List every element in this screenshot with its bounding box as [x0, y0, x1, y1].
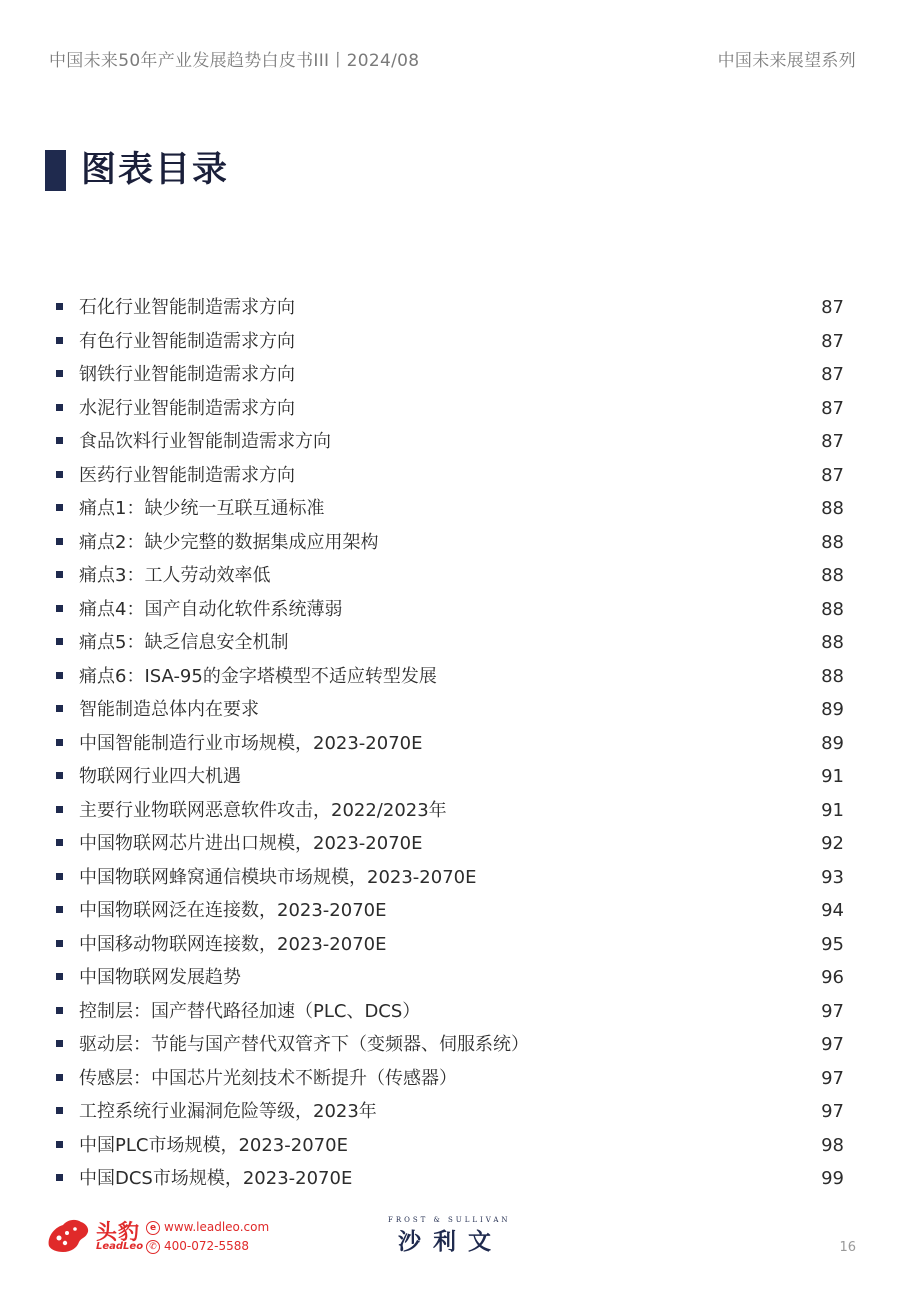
toc-item-label: 传感层：中国芯片光刻技术不断提升（传感器）	[79, 1067, 457, 1089]
toc-item-label: 痛点2：缺少完整的数据集成应用架构	[79, 531, 379, 553]
bullet-square-icon	[56, 1141, 63, 1148]
toc-item-page: 95	[821, 933, 844, 955]
toc-item[interactable]	[54, 727, 847, 761]
toc-item[interactable]	[54, 559, 847, 593]
toc-item-label: 中国DCS市场规模，2023-2070E	[79, 1168, 353, 1189]
page-title: 图表目录	[81, 150, 230, 190]
bullet-square-icon	[56, 538, 63, 545]
bullet-square-icon	[56, 571, 63, 578]
toc-item[interactable]	[54, 1162, 847, 1196]
bullet-square-icon	[56, 1007, 63, 1014]
bullet-square-icon	[56, 1040, 63, 1047]
bullet-square-icon	[56, 839, 63, 846]
toc-item-page: 99	[821, 1168, 844, 1189]
toc-item-label: 有色行业智能制造需求方向	[79, 330, 295, 352]
toc-item[interactable]	[54, 626, 847, 660]
toc-item-page: 88	[821, 565, 844, 586]
toc-item[interactable]	[54, 291, 847, 325]
toc-item-label: 中国智能制造行业市场规模，2023-2070E	[79, 732, 423, 754]
toc-item-label: 控制层：国产替代路径加速（PLC、DCS）	[79, 1000, 421, 1022]
bullet-square-icon	[56, 370, 63, 377]
bullet-square-icon	[56, 337, 63, 344]
toc-item-label: 驱动层：节能与国产替代双管齐下（变频器、伺服系统）	[79, 1034, 529, 1055]
toc-item[interactable]	[54, 459, 847, 493]
bullet-square-icon	[56, 906, 63, 913]
toc-item[interactable]	[54, 1028, 847, 1062]
bullet-square-icon	[56, 1107, 63, 1114]
leadleo-leopard-icon	[45, 1216, 91, 1256]
toc-item-label: 工控系统行业漏洞危险等级，2023年	[79, 1101, 377, 1122]
bullet-square-icon	[56, 705, 63, 712]
table-of-figures	[54, 291, 847, 1196]
toc-item-page: 87	[821, 397, 844, 419]
toc-item-label: 中国物联网蜂窝通信模块市场规模，2023-2070E	[79, 866, 477, 888]
bullet-square-icon	[56, 672, 63, 679]
toc-item-page: 88	[821, 665, 844, 687]
toc-item-label: 水泥行业智能制造需求方向	[79, 397, 295, 419]
toc-item-label: 物联网行业四大机遇	[79, 766, 241, 787]
toc-item[interactable]	[54, 660, 847, 694]
bullet-square-icon	[56, 605, 63, 612]
bullet-square-icon	[56, 638, 63, 645]
phone-number: 400-072-5588	[164, 1239, 250, 1253]
toc-item-page: 92	[821, 833, 844, 854]
toc-item[interactable]	[54, 827, 847, 861]
bullet-square-icon	[56, 471, 63, 478]
bullet-square-icon	[56, 973, 63, 980]
toc-item-label: 痛点3：工人劳动效率低	[79, 565, 271, 586]
bullet-square-icon	[56, 806, 63, 813]
toc-item-page: 88	[821, 632, 844, 653]
toc-item-label: 中国物联网发展趋势	[79, 967, 241, 988]
bullet-square-icon	[56, 1074, 63, 1081]
page-number: 16	[839, 1240, 856, 1255]
toc-item-label: 食品饮料行业智能制造需求方向	[79, 431, 331, 452]
toc-item[interactable]	[54, 1095, 847, 1129]
bullet-square-icon	[56, 437, 63, 444]
toc-item[interactable]	[54, 593, 847, 627]
toc-item-page: 91	[821, 766, 844, 787]
toc-item-page: 97	[821, 1034, 844, 1055]
toc-item-label: 医药行业智能制造需求方向	[79, 464, 295, 486]
toc-item[interactable]	[54, 894, 847, 928]
toc-item[interactable]	[54, 995, 847, 1029]
bullet-square-icon	[56, 873, 63, 880]
toc-item[interactable]	[54, 861, 847, 895]
toc-item-page: 89	[821, 732, 844, 754]
toc-item-page: 98	[821, 1134, 844, 1156]
bullet-square-icon	[56, 739, 63, 746]
bullet-square-icon	[56, 1174, 63, 1181]
frost-sullivan-logo-en: FROST & SULLIVAN	[388, 1216, 511, 1224]
toc-item[interactable]	[54, 526, 847, 560]
toc-item[interactable]	[54, 1129, 847, 1163]
toc-item-page: 97	[821, 1000, 844, 1022]
phone-icon: ✆	[146, 1240, 160, 1254]
toc-item-label: 痛点5：缺乏信息安全机制	[79, 632, 289, 653]
toc-item-page: 87	[821, 330, 844, 352]
toc-item[interactable]	[54, 928, 847, 962]
toc-item[interactable]	[54, 760, 847, 794]
bullet-square-icon	[56, 772, 63, 779]
toc-item-label: 石化行业智能制造需求方向	[79, 297, 295, 318]
toc-item-label: 主要行业物联网恶意软件攻击，2022/2023年	[79, 799, 447, 821]
bullet-square-icon	[56, 303, 63, 310]
bullet-square-icon	[56, 940, 63, 947]
toc-item-page: 88	[821, 598, 844, 620]
header-report-title: 中国未来50年产业发展趋势白皮书III丨2024/08	[49, 51, 420, 71]
website-link[interactable]: www.leadleo.com	[164, 1220, 270, 1234]
toc-item-label: 中国PLC市场规模，2023-2070E	[79, 1134, 348, 1156]
toc-item-page: 88	[821, 531, 844, 553]
toc-item-label: 中国移动物联网连接数，2023-2070E	[79, 933, 387, 955]
toc-item-label: 智能制造总体内在要求	[79, 699, 259, 720]
toc-item-label: 钢铁行业智能制造需求方向	[79, 364, 295, 385]
toc-item-page: 93	[821, 866, 844, 888]
toc-item-page: 96	[821, 967, 844, 988]
toc-item[interactable]	[54, 392, 847, 426]
toc-item-page: 87	[821, 431, 844, 452]
toc-item-label: 中国物联网泛在连接数，2023-2070E	[79, 900, 387, 921]
logo-cn-text: 头豹	[96, 1220, 140, 1244]
toc-item-page: 97	[821, 1101, 844, 1122]
web-icon: e	[146, 1221, 160, 1235]
bullet-square-icon	[56, 504, 63, 511]
toc-item[interactable]	[54, 325, 847, 359]
toc-item-page: 87	[821, 297, 844, 318]
toc-item-page: 89	[821, 699, 844, 720]
toc-item[interactable]	[54, 358, 847, 392]
header-series-name: 中国未来展望系列	[717, 51, 856, 71]
title-accent-bar	[45, 150, 66, 191]
logo-en-text: LeadLeo	[96, 1241, 144, 1252]
toc-item-page: 91	[821, 799, 844, 821]
toc-item-page: 88	[821, 498, 844, 519]
bullet-square-icon	[56, 404, 63, 411]
toc-item[interactable]	[54, 492, 847, 526]
toc-item-page: 94	[821, 900, 844, 921]
toc-item-page: 87	[821, 464, 844, 486]
toc-item-page: 87	[821, 364, 844, 385]
toc-item-page: 97	[821, 1067, 844, 1089]
toc-item[interactable]	[54, 794, 847, 828]
toc-item[interactable]	[54, 425, 847, 459]
toc-item[interactable]	[54, 693, 847, 727]
toc-item-label: 痛点4：国产自动化软件系统薄弱	[79, 598, 343, 620]
toc-item-label: 中国物联网芯片进出口规模，2023-2070E	[79, 833, 423, 854]
toc-item-label: 痛点1：缺少统一互联互通标准	[79, 498, 325, 519]
frost-sullivan-logo-cn: 沙利文	[398, 1229, 503, 1255]
toc-item[interactable]	[54, 961, 847, 995]
toc-item[interactable]	[54, 1062, 847, 1096]
toc-item-label: 痛点6：ISA-95的金字塔模型不适应转型发展	[79, 665, 437, 687]
